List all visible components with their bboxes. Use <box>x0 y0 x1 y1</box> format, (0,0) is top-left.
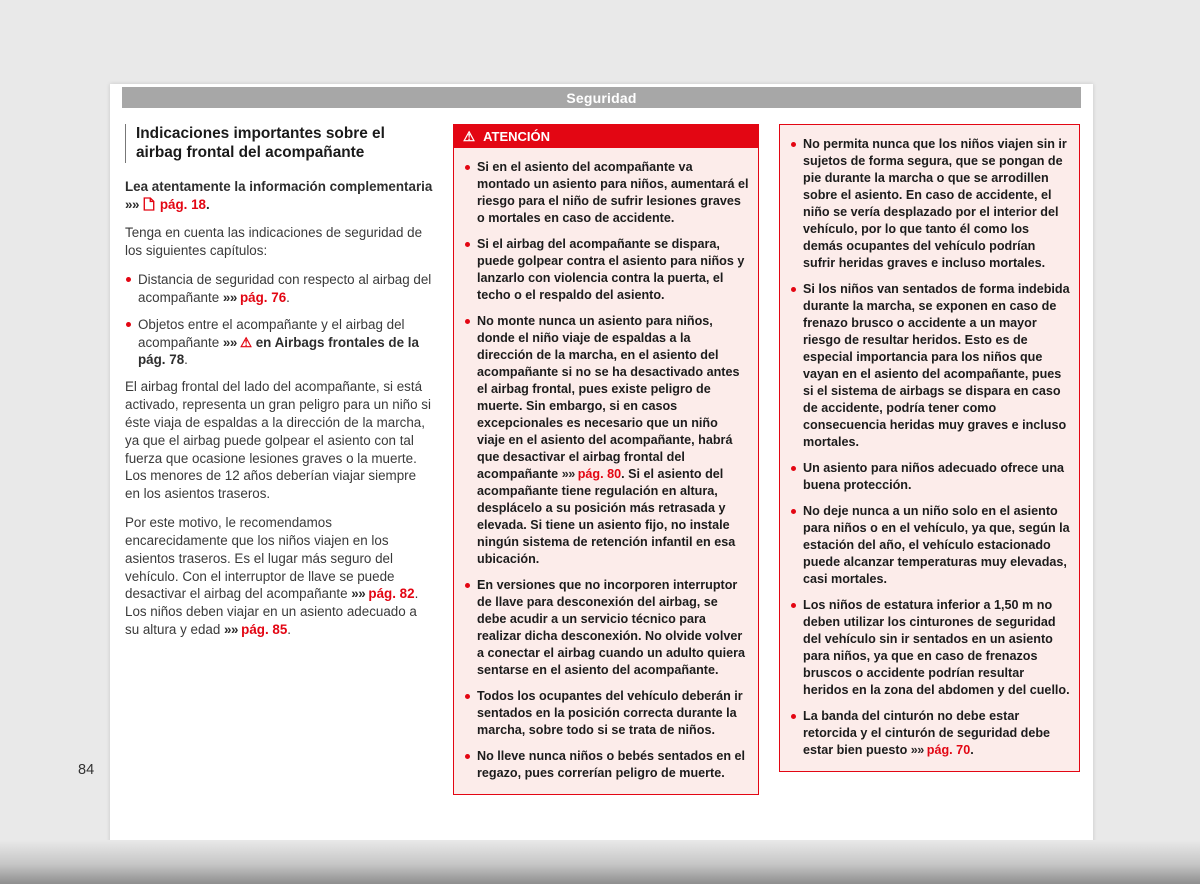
text-segment: en Airbags frontales de la pág. 78 <box>138 334 419 368</box>
bullet-item <box>125 271 433 307</box>
text-segment: Si el airbag del acompañante se dispara, puede golpear contra el asiento para niños y lanzarlo con violencia contra la puerta, el techo o el respaldo del asiento. <box>477 237 745 302</box>
text-segment: La banda del cinturón no debe estar retorcida y el cinturón de seguridad debe estar bien puesto <box>803 709 1051 757</box>
text-segment: Por este motivo, le recomendamos encarecidamente que los niños viajen en los asientos traseros. Es el lugar más seguro del vehículo. Con el interruptor de llave se puede desactivar el airbag del acompañante <box>125 515 395 602</box>
text-segment: . <box>206 196 210 212</box>
text-segment: . <box>970 743 974 757</box>
bullet-item <box>464 577 749 679</box>
text-segment: Si en el asiento del acompañante va montado un asiento para niños, aumentará el riesgo para el niño de sufrir lesiones graves o mortales en caso de accidente. <box>477 160 749 225</box>
page-reference: pág. 18 <box>156 196 206 212</box>
cross-reference-chevrons: »» <box>561 467 578 481</box>
attention-body-col1 <box>454 148 758 794</box>
cross-reference-chevrons: »» <box>222 289 240 305</box>
bullet-item <box>464 159 749 227</box>
text-segment: . <box>287 622 292 638</box>
attention-body-col2 <box>780 125 1079 771</box>
cross-reference-chevrons: »» <box>222 334 240 350</box>
text-segment: No lleve nunca niños o bebés sentados en el regazo, pues correrían peligro de muerte. <box>477 749 746 780</box>
page-sheet <box>110 84 1093 844</box>
page-reference: pág. 76 <box>240 289 287 305</box>
bullet-item <box>464 748 749 782</box>
text-segment: Objetos entre el acompañante y el airbag del acompañante <box>138 316 405 350</box>
text-segment: Los niños de estatura inferior a 1,50 m no deben utilizar los cinturones de seguridad del vehículo sin ir sentados en un asiento para niños, ya que en caso de frenazos bruscos o accidente podrían resultar heridos en la zona del abdomen y del cuello. <box>803 598 1070 697</box>
text-segment: . <box>184 352 188 368</box>
text-segment: No deje nunca a un niño solo en el asiento para niños o en el vehículo, ya que, según la estación del año, el vehículo estacionado puede alcanzar temperaturas muy elevadas, casi mortales. <box>803 504 1070 586</box>
bullet-item <box>790 597 1070 699</box>
text-segment: El airbag frontal del lado del acompañante, si está activado, representa un gran peligro para un niño si éste viaja de espaldas a la dirección de la marcha, ya que el airbag puede golpear el asiento con tal fuerza que ocasione lesiones graves o la muerte. Los menores de 12 años deberían viajar siempre en los asientos traseros. <box>125 379 431 502</box>
warning-triangle-icon: ⚠ <box>463 128 476 144</box>
text-segment: Si los niños van sentados de forma indebida durante la marcha, se exponen en caso de frenazo brusco o accidente a un mayor riesgo de resultar heridos. Esto es de especial importancia para los niños que vayan en el asiento del acompañante, pues si el sistema de airbags se dispara en caso de accidente, podría tener como consecuencia heridas muy graves e incluso mortales. <box>803 282 1070 449</box>
lead-paragraph <box>125 178 433 214</box>
section-header-bar <box>122 87 1081 108</box>
document-page-icon <box>142 197 156 212</box>
section-title: Seguridad <box>566 89 637 106</box>
attention-box-continuation <box>779 124 1080 772</box>
attention-box <box>453 124 759 795</box>
text-segment: Tenga en cuenta las indicaciones de seguridad de los siguientes capítulos: <box>125 225 423 259</box>
article-title: Indicaciones importantes sobre el airbag frontal del acompañante <box>125 124 433 163</box>
text-segment: . <box>286 289 290 305</box>
text-segment: . Si el asiento del acompañante tiene regulación en altura, desplácelo a su posición más retrasada y elevada. Si tiene un asiento fijo, no instale ningún sistema de retención infantil en esa ubicación. <box>477 467 736 566</box>
bullet-item <box>125 316 433 369</box>
text-segment: Todos los ocupantes del vehículo deberán ir sentados en la posición correcta durante la marcha, sobre todo si se trata de niños. <box>477 689 743 737</box>
page-reference: pág. 85 <box>241 622 288 638</box>
bullet-item <box>790 503 1070 588</box>
page-reference: pág. 82 <box>368 586 415 602</box>
bullet-item <box>790 136 1070 272</box>
bullet-item <box>790 281 1070 451</box>
text-segment: . Los niños deben viajar en un asiento adecuado a su altura y edad <box>125 586 419 638</box>
text-segment: No monte nunca un asiento para niños, donde el niño viaje de espaldas a la dirección de la marcha, en el asiento del acompañante si no se ha desactivado antes el airbag frontal, pues existe peligro de muerte. Sin embargo, si en casos excepcionales es necesario que un niño viaje en el asiento del acompañante, habrá que desactivar el airbag frontal del acompañante <box>477 314 740 481</box>
page-bottom-shadow <box>0 840 1200 884</box>
paragraph <box>125 378 433 503</box>
text-segment: Un asiento para niños adecuado ofrece una buena protección. <box>803 461 1065 492</box>
bullet-item <box>464 688 749 739</box>
attention-title: ATENCIÓN <box>483 129 551 144</box>
cross-reference-chevrons: »» <box>351 586 369 602</box>
page-number: 84 <box>78 762 95 778</box>
cross-reference-chevrons: »» <box>910 743 927 757</box>
paragraph <box>125 224 433 260</box>
bullet-item <box>464 313 749 568</box>
attention-header <box>454 125 758 148</box>
cross-reference-chevrons: »» <box>224 622 242 638</box>
left-column <box>125 124 433 650</box>
text-segment: No permita nunca que los niños viajen sin ir sujetos de forma segura, que se pongan de pie durante la marcha o que se arrodillen sobre el asiento. En caso de accidente, el niño se vería desplazado por el interior del vehículo, por lo que tanto él como los demás ocupantes del vehículo podrían sufrir heridas graves e incluso mortales. <box>803 137 1067 270</box>
page-reference: pág. 70 <box>926 743 971 757</box>
paragraph <box>125 514 433 639</box>
content-columns <box>110 108 1093 795</box>
bullet-item <box>790 460 1070 494</box>
warning-triangle-icon: ⚠ <box>240 334 253 350</box>
text-segment: En versiones que no incorporen interruptor de llave para desconexión del airbag, se debe acudir a un servicio técnico para realizar dicha desconexión. No olvide volver a conectar el airbag cuando un adulto quiera sentarse en el asiento del acompañante. <box>477 578 746 677</box>
bullet-item <box>464 236 749 304</box>
bullet-item <box>790 708 1070 759</box>
text-segment: Distancia de seguridad con respecto al airbag del acompañante <box>138 272 432 305</box>
text-segment: Lea atentamente la información complementaria <box>125 178 433 194</box>
page-reference: pág. 80 <box>577 467 622 481</box>
left-column-body <box>125 178 433 639</box>
cross-reference-chevrons: »» <box>125 196 143 212</box>
